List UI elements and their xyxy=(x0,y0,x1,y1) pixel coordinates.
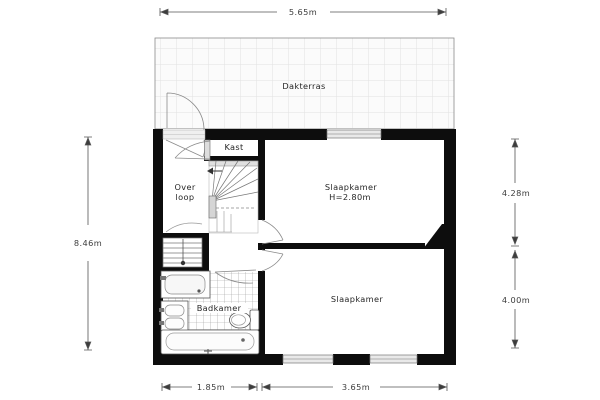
label-landing-line1: Over xyxy=(174,182,196,192)
window-bottom-bedroom2-left xyxy=(283,355,333,363)
dim-top-width: 5.65m xyxy=(288,7,318,17)
label-bedroom1-height: H=2.80m xyxy=(329,192,371,202)
window-bottom-bedroom2-right xyxy=(370,355,417,363)
dim-left-height: 8.46m xyxy=(73,238,103,248)
bedroom2-door xyxy=(262,250,283,271)
wall-stairwell-top xyxy=(163,233,203,238)
wall-bedroom-divider xyxy=(265,243,425,249)
stairs-straight-flight xyxy=(163,223,202,267)
wall-hall-bedrooms-upper xyxy=(258,129,265,220)
label-closet: Kast xyxy=(224,142,244,152)
label-roof-terrace: Dakterras xyxy=(282,81,326,91)
label-bedroom1-name: Slaapkamer xyxy=(324,182,378,192)
wall-stairwell-right xyxy=(202,233,209,272)
window-top-bedroom1 xyxy=(327,130,381,138)
double-washbasin xyxy=(159,301,188,332)
dim-right-lower: 4.00m xyxy=(501,295,531,305)
dim-bottom-right: 3.65m xyxy=(341,382,371,392)
wall-hall-bedrooms-mid xyxy=(258,243,265,250)
closet-door xyxy=(175,140,210,160)
label-bedroom2-name: Slaapkamer xyxy=(330,294,384,304)
bedroom1-door xyxy=(262,220,283,244)
label-bathroom: Badkamer xyxy=(196,303,242,313)
staircase xyxy=(163,161,258,267)
stairs-winder-flight xyxy=(207,161,258,233)
shower-basin xyxy=(160,271,210,298)
bathtub xyxy=(161,330,259,354)
dim-right-upper: 4.28m xyxy=(501,188,531,198)
dim-bottom-left: 1.85m xyxy=(196,382,226,392)
wall-kast-bottom xyxy=(204,156,260,161)
wall-diagonal-corner xyxy=(423,224,456,249)
label-landing-line2: loop xyxy=(175,192,195,202)
